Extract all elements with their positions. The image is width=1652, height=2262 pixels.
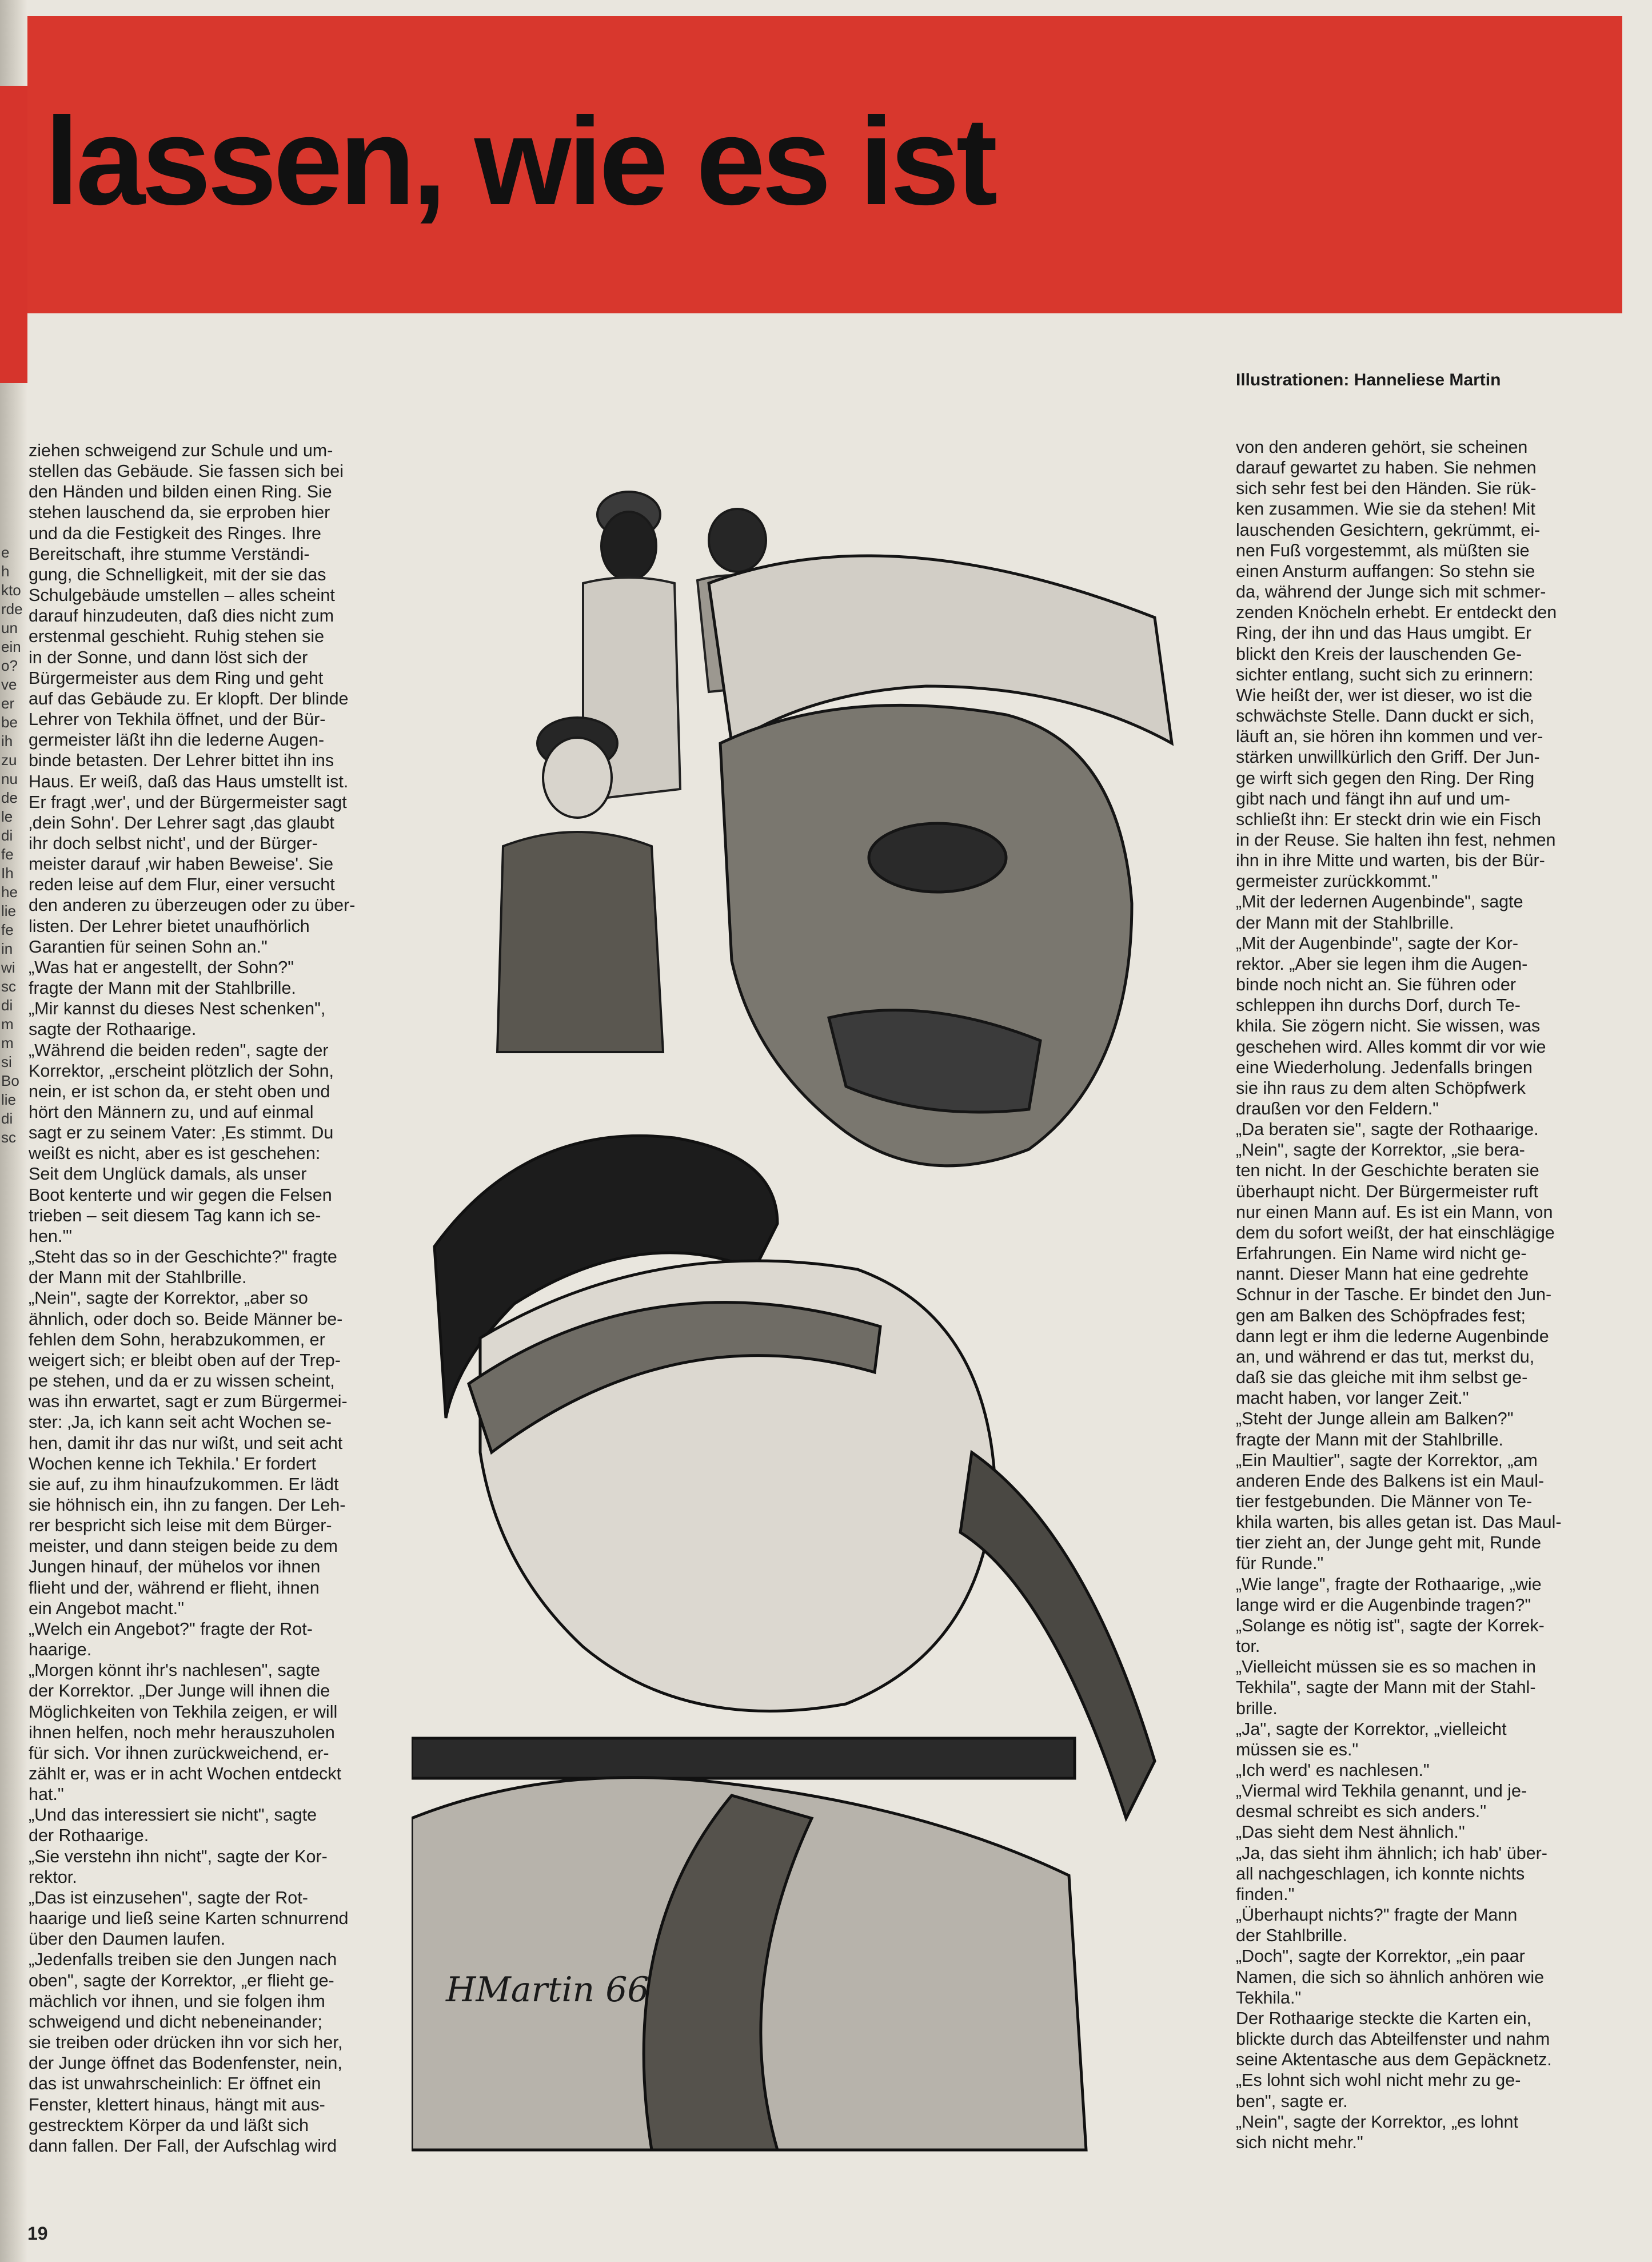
- text-line-left: ihnen helfen, noch mehr herauszuholen: [29, 1722, 335, 1742]
- text-line-right: sich sehr fest bei den Händen. Sie rük-: [1236, 479, 1537, 499]
- text-line-left: „Das ist einzusehen", sagte der Rot-: [29, 1887, 308, 1907]
- gutter-fragment: si: [1, 1053, 12, 1070]
- text-line-left: ihr doch selbst nicht', und der Bürger-: [29, 833, 318, 853]
- text-line-right: für Runde.": [1236, 1554, 1324, 1574]
- gutter-fragment: di: [1, 997, 13, 1014]
- text-line-right: an, und während er das tut, merkst du,: [1236, 1347, 1535, 1367]
- text-line-right: „Mit der ledernen Augenbinde", sagte: [1236, 892, 1523, 912]
- text-line-left: „Sie verstehn ihn nicht", sagte der Kor-: [29, 1846, 328, 1866]
- text-line-left: „Morgen könnt ihr's nachlesen", sagte: [29, 1660, 321, 1680]
- text-line-left: und da die Festigkeit des Ringes. Ihre: [29, 523, 322, 543]
- text-line-right: ge wirft sich gegen den Ring. Der Ring: [1236, 768, 1535, 788]
- text-line-right: „Ich werd' es nachlesen.": [1236, 1761, 1430, 1780]
- text-line-left: der Rothaarige.: [29, 1826, 149, 1846]
- text-line-right: schwächste Stelle. Dann duckt er sich,: [1236, 706, 1535, 726]
- gutter-fragment: ve: [1, 676, 17, 693]
- text-line-right: da, während der Junge sich mit schmer-: [1236, 582, 1546, 602]
- gutter-fragment: di: [1, 827, 13, 844]
- text-line-left: rektor.: [29, 1867, 77, 1887]
- text-line-right: geschehen wird. Alles kommt dir vor wie: [1236, 1037, 1546, 1057]
- text-line-right: Tekhila.": [1236, 1988, 1302, 2008]
- text-line-right: „Ein Maultier", sagte der Korrektor, „am: [1236, 1450, 1538, 1470]
- text-line-left: „Welch ein Angebot?" fragte der Rot-: [29, 1619, 313, 1639]
- text-line-left: was ihn erwartet, sagt er zum Bürgermei-: [29, 1392, 348, 1412]
- text-column-right: [1236, 437, 1625, 2175]
- gutter-fragment: zu: [1, 751, 17, 768]
- text-line-right: zenden Knöcheln erhebt. Er entdeckt den: [1236, 603, 1557, 623]
- text-line-left: Korrektor, „erscheint plötzlich der Sohn,: [29, 1061, 334, 1081]
- text-line-right: schließt ihn: Er steckt drin wie ein Fisch: [1236, 809, 1541, 829]
- gutter-fragment: rde: [1, 600, 23, 618]
- text-line-left: haarige.: [29, 1640, 92, 1660]
- old-man-face: [709, 556, 1172, 1166]
- text-line-right: dann legt er ihm die lederne Augenbinde: [1236, 1326, 1549, 1346]
- text-line-right: „Wie lange", fragte der Rothaarige, „wie: [1236, 1574, 1542, 1594]
- text-line-left: „Jedenfalls treiben sie den Jungen nach: [29, 1950, 337, 1970]
- gutter-fragment: o?: [1, 657, 18, 674]
- gutter-fragment: ih: [1, 732, 13, 750]
- text-line-left: fehlen dem Sohn, herabzukommen, er: [29, 1329, 325, 1349]
- text-line-left: der Mann mit der Stahlbrille.: [29, 1268, 247, 1288]
- gutter-fragment: wi: [1, 959, 15, 976]
- text-line-left: trieben – seit diesem Tag kann ich se-: [29, 1205, 321, 1225]
- text-line-left: gung, die Schnelligkeit, mit der sie das: [29, 564, 326, 584]
- text-line-right: „Solange es nötig ist", sagte der Korrek-: [1236, 1615, 1545, 1635]
- text-line-left: hen.'": [29, 1226, 73, 1246]
- text-line-right: draußen vor den Feldern.": [1236, 1099, 1439, 1118]
- text-line-right: „Da beraten sie", sagte der Rothaarige.: [1236, 1120, 1539, 1140]
- text-line-left: „Während die beiden reden", sagte der: [29, 1040, 329, 1060]
- text-line-right: nen Fuß vorgestemmt, als müßten sie: [1236, 540, 1530, 560]
- text-line-right: dem du sofort weißt, der hat einschlägige: [1236, 1222, 1555, 1242]
- text-line-right: Der Rothaarige steckte die Karten ein,: [1236, 2008, 1532, 2028]
- text-line-right: ken zusammen. Wie sie da stehen! Mit: [1236, 499, 1535, 519]
- text-line-right: blickt den Kreis der lauschenden Ge-: [1236, 644, 1522, 664]
- text-line-left: oben", sagte der Korrektor, „er flieht ge-: [29, 1970, 334, 1990]
- text-line-right: „Überhaupt nichts?" fragte der Mann: [1236, 1905, 1518, 1925]
- text-line-left: hen, damit ihr das nur wißt, und seit acht: [29, 1433, 343, 1453]
- gutter-fragment: fe: [1, 846, 14, 863]
- text-line-right: darauf gewartet zu haben. Sie nehmen: [1236, 458, 1537, 478]
- text-line-left: haarige und ließ seine Karten schnurrend: [29, 1909, 349, 1929]
- text-line-right: blickte durch das Abteilfenster und nahm: [1236, 2029, 1550, 2049]
- text-line-right: Ring, der ihn und das Haus umgibt. Er: [1236, 623, 1532, 643]
- text-line-right: seine Aktentasche aus dem Gepäcknetz.: [1236, 2050, 1552, 2070]
- text-line-right: „Doch", sagte der Korrektor, „ein paar: [1236, 1946, 1525, 1966]
- text-line-right: Erfahrungen. Ein Name wird nicht ge-: [1236, 1244, 1527, 1264]
- text-line-right: schleppen ihn durchs Dorf, durch Te-: [1236, 995, 1521, 1015]
- text-line-left: fragte der Mann mit der Stahlbrille.: [29, 978, 296, 998]
- previous-page-gutter: [0, 0, 27, 2262]
- text-line-right: gen am Balken des Schöpfrades fest;: [1236, 1305, 1526, 1325]
- gutter-fragment: Bo: [1, 1072, 19, 1089]
- text-line-left: Garantien für seinen Sohn an.": [29, 937, 268, 957]
- text-line-left: Wochen kenne ich Tekhila.' Er fordert: [29, 1453, 317, 1474]
- text-line-left: darauf hinzudeuten, daß dies nicht zum: [29, 606, 334, 626]
- gutter-fragment: m: [1, 1034, 14, 1052]
- text-line-right: macht haben, vor langer Zeit.": [1236, 1388, 1469, 1408]
- text-line-right: rektor. „Aber sie legen ihm die Augen-: [1236, 954, 1528, 974]
- text-line-right: in der Reuse. Sie halten ihn fest, nehmen: [1236, 830, 1556, 850]
- text-line-left: binde betasten. Der Lehrer bittet ihn ins: [29, 751, 334, 771]
- text-line-left: sagt er zu seinem Vater: ‚Es stimmt. Du: [29, 1123, 334, 1143]
- text-line-right: „Steht der Junge allein am Balken?": [1236, 1409, 1514, 1429]
- text-line-left: Bereitschaft, ihre stumme Verständi-: [29, 544, 310, 564]
- text-line-right: finden.": [1236, 1884, 1295, 1904]
- text-line-right: khila warten, bis alles getan ist. Das Maul-: [1236, 1512, 1562, 1532]
- gutter-fragment: h: [1, 563, 10, 580]
- text-line-right: überhaupt nicht. Der Bürgermeister ruft: [1236, 1181, 1538, 1201]
- text-line-left: Möglichkeiten von Tekhila zeigen, er will: [29, 1702, 338, 1722]
- text-line-left: sie treiben oder drücken ihn vor sich her,: [29, 2033, 343, 2053]
- text-line-left: „Nein", sagte der Korrektor, „aber so: [29, 1288, 308, 1308]
- text-line-right: eine Wiederholung. Jedenfalls bringen: [1236, 1057, 1533, 1077]
- text-line-left: Jungen hinauf, der mühelos vor ihnen: [29, 1557, 321, 1577]
- gutter-fragment: lie: [1, 902, 17, 919]
- text-line-right: tier zieht an, der Junge geht mit, Runde: [1236, 1533, 1542, 1553]
- page-number: 19: [27, 2223, 48, 2244]
- text-line-left: den anderen zu überzeugen oder zu über-: [29, 895, 356, 915]
- gutter-fragment: fe: [1, 921, 14, 938]
- text-line-left: Lehrer von Tekhila öffnet, und der Bür-: [29, 710, 326, 730]
- gutter-red-strip: [0, 86, 27, 383]
- ink-illustration: [412, 446, 1212, 2161]
- text-line-left: hört den Männern zu, und auf einmal: [29, 1102, 314, 1122]
- text-line-right: sie ihn raus zu dem alten Schöpfwerk: [1236, 1078, 1526, 1098]
- text-line-left: „Was hat er angestellt, der Sohn?": [29, 957, 294, 977]
- text-line-right: desmal schreibt es sich anders.": [1236, 1802, 1487, 1822]
- text-line-right: germeister zurückkommt.": [1236, 871, 1438, 891]
- text-line-left: mächlich vor ihnen, und sie folgen ihm: [29, 1991, 325, 2011]
- text-line-left: „Mir kannst du dieses Nest schenken",: [29, 999, 326, 1019]
- text-line-right: fragte der Mann mit der Stahlbrille.: [1236, 1429, 1503, 1449]
- gutter-fragment: Ih: [1, 865, 14, 882]
- headline: lassen, wie es ist: [45, 92, 995, 231]
- text-line-left: ziehen schweigend zur Schule und um-: [29, 441, 333, 460]
- text-line-left: Haus. Er weiß, daß das Haus umstellt ist.: [29, 771, 349, 791]
- text-line-left: ‚dein Sohn'. Der Lehrer sagt ‚das glaubt: [29, 813, 334, 833]
- text-line-right: ten nicht. In der Geschichte beraten sie: [1236, 1161, 1539, 1181]
- gutter-fragment: m: [1, 1015, 14, 1033]
- text-line-left: stehen lauschend da, sie erproben hier: [29, 503, 330, 523]
- gutter-fragment: le: [1, 808, 13, 825]
- text-line-left: sie auf, zu ihm hinaufzukommen. Er lädt: [29, 1474, 339, 1494]
- text-line-right: all nachgeschlagen, ich konnte nichts: [1236, 1863, 1525, 1883]
- gutter-fragment: un: [1, 619, 18, 636]
- gutter-fragment: kto: [1, 582, 21, 599]
- text-line-left: zählt er, was er in acht Wochen entdeckt: [29, 1764, 342, 1783]
- text-line-right: Wie heißt der, wer ist dieser, wo ist die: [1236, 685, 1533, 705]
- text-line-right: Schnur in der Tasche. Er bindet den Jun-: [1236, 1285, 1552, 1305]
- text-line-left: auf das Gebäude zu. Er klopft. Der blinde: [29, 688, 349, 708]
- text-line-right: daß sie das gleiche mit ihm selbst ge-: [1236, 1368, 1528, 1388]
- text-line-right: „Ja, das sieht ihm ähnlich; ich hab' über-: [1236, 1843, 1547, 1863]
- gutter-fragment: he: [1, 883, 18, 901]
- text-line-left: über den Daumen laufen.: [29, 1929, 226, 1949]
- text-line-left: weigert sich; er bleibt oben auf der Trep-: [29, 1350, 341, 1370]
- text-line-right: müssen sie es.": [1236, 1739, 1359, 1759]
- text-line-left: der Korrektor. „Der Junge will ihnen die: [29, 1681, 330, 1701]
- text-line-left: Boot kenterte und wir gegen die Felsen: [29, 1185, 332, 1205]
- text-line-right: sich nicht mehr.": [1236, 2132, 1363, 2152]
- gutter-text-fragments: [1, 543, 24, 1147]
- text-line-left: germeister läßt ihn die lederne Augen-: [29, 730, 325, 750]
- text-line-right: lauschenden Gesichtern, gekrümmt, ei-: [1236, 520, 1541, 540]
- text-line-right: stärken unwillkürlich den Griff. Der Jun-: [1236, 747, 1540, 767]
- text-line-left: gestrecktem Körper da und läßt sich: [29, 2115, 309, 2135]
- text-line-right: läuft an, sie hören ihn kommen und ver-: [1236, 727, 1543, 747]
- text-column-left: [29, 440, 403, 2179]
- text-line-right: tor.: [1236, 1636, 1260, 1656]
- text-line-right: binde noch nicht an. Sie führen oder: [1236, 975, 1517, 995]
- text-line-left: listen. Der Lehrer bietet unaufhörlich: [29, 916, 310, 936]
- gutter-fragment: er: [1, 695, 15, 712]
- text-line-left: in der Sonne, und dann löst sich der: [29, 647, 308, 667]
- text-line-left: Schulgebäude umstellen – alles scheint: [29, 586, 335, 606]
- text-line-left: pe stehen, und da er zu wissen scheint,: [29, 1371, 335, 1391]
- text-line-right: tier festgebunden. Die Männer von Te-: [1236, 1491, 1533, 1511]
- text-line-left: der Junge öffnet das Bodenfenster, nein,: [29, 2053, 342, 2073]
- text-line-right: „Es lohnt sich wohl nicht mehr zu ge-: [1236, 2070, 1521, 2090]
- illustration-credit: Illustrationen: Hanneliese Martin: [1236, 371, 1501, 389]
- text-line-right: der Mann mit der Stahlbrille.: [1236, 913, 1454, 933]
- text-line-right: „Viermal wird Tekhila genannt, und je-: [1236, 1781, 1527, 1801]
- text-line-left: für sich. Vor ihnen zurückweichend, er-: [29, 1743, 329, 1763]
- text-line-right: „Nein", sagte der Korrektor, „sie bera-: [1236, 1140, 1525, 1160]
- gutter-fragment: be: [1, 714, 18, 731]
- text-line-left: meister darauf ‚wir haben Beweise'. Sie: [29, 854, 334, 874]
- text-line-right: sichter entlang, sucht sich zu erinnern:: [1236, 664, 1534, 684]
- text-line-right: gibt nach und fängt ihn auf und um-: [1236, 788, 1510, 809]
- gutter-fragment: lie: [1, 1091, 17, 1108]
- text-line-right: von den anderen gehört, sie scheinen: [1236, 437, 1528, 457]
- text-line-left: rer bespricht sich leise mit dem Bürger-: [29, 1516, 332, 1536]
- text-line-right: anderen Ende des Balkens ist ein Maul-: [1236, 1471, 1545, 1491]
- text-line-left: Seit dem Unglück damals, als unser: [29, 1164, 307, 1184]
- text-line-left: weißt es nicht, aber es ist geschehen:: [29, 1144, 321, 1164]
- text-line-left: hat.": [29, 1785, 64, 1805]
- gutter-fragment: nu: [1, 770, 18, 787]
- text-line-left: nein, er ist schon da, er steht oben und: [29, 1081, 330, 1101]
- text-line-left: dann fallen. Der Fall, der Aufschlag wird: [29, 2136, 337, 2156]
- text-line-right: „Ja", sagte der Korrektor, „vielleicht: [1236, 1719, 1507, 1739]
- text-line-left: „Steht das so in der Geschichte?" fragte: [29, 1247, 337, 1267]
- text-line-right: „Das sieht dem Nest ähnlich.": [1236, 1822, 1465, 1842]
- gutter-fragment: in: [1, 940, 13, 957]
- text-line-left: sagte der Rothaarige.: [29, 1020, 197, 1040]
- text-line-left: sie höhnisch ein, ihn zu fangen. Der Leh-: [29, 1495, 346, 1515]
- gutter-fragment: de: [1, 789, 18, 806]
- text-line-right: „Mit der Augenbinde", sagte der Kor-: [1236, 933, 1519, 953]
- text-line-right: ihn in ihre Mitte und warten, bis der Bür-: [1236, 851, 1545, 871]
- text-line-left: erstenmal geschieht. Ruhig stehen sie: [29, 627, 325, 647]
- text-line-left: flieht und der, während er flieht, ihnen: [29, 1578, 320, 1598]
- text-line-left: stellen das Gebäude. Sie fassen sich bei: [29, 461, 344, 481]
- text-line-right: „Nein", sagte der Korrektor, „es lohnt: [1236, 2112, 1518, 2132]
- text-line-left: Bürgermeister aus dem Ring und geht: [29, 668, 324, 688]
- text-line-left: ein Angebot macht.": [29, 1598, 184, 1618]
- title-banner: [27, 16, 1622, 313]
- text-line-right: „Vielleicht müssen sie es so machen in: [1236, 1657, 1536, 1677]
- text-line-left: das ist unwahrscheinlich: Er öffnet ein: [29, 2074, 321, 2094]
- text-line-right: der Stahlbrille.: [1236, 1926, 1347, 1946]
- text-line-left: ähnlich, oder doch so. Beide Männer be-: [29, 1309, 343, 1329]
- text-line-right: khila. Sie zögern nicht. Sie wissen, was: [1236, 1016, 1541, 1036]
- text-line-left: meister, und dann steigen beide zu dem: [29, 1536, 338, 1556]
- text-line-left: reden leise auf dem Flur, einer versucht: [29, 875, 335, 895]
- text-line-right: ben", sagte er.: [1236, 2091, 1348, 2111]
- gutter-fragment: sc: [1, 1129, 16, 1146]
- text-line-left: Er fragt ‚wer', und der Bürgermeister sagt: [29, 792, 347, 812]
- gutter-fragment: sc: [1, 978, 16, 995]
- text-line-right: einen Ansturm auffangen: So stehn sie: [1236, 561, 1535, 581]
- gutter-fragment: ein: [1, 638, 21, 655]
- text-line-right: Tekhila", sagte der Mann mit der Stahl-: [1236, 1678, 1536, 1698]
- text-line-right: lange wird er die Augenbinde tragen?": [1236, 1595, 1531, 1615]
- artist-signature: HMartin 66: [446, 1970, 649, 2010]
- text-line-left: Fenster, klettert hinaus, hängt mit aus-: [29, 2094, 325, 2114]
- text-line-right: nur einen Mann auf. Es ist ein Mann, von: [1236, 1202, 1553, 1222]
- text-line-left: den Händen und bilden einen Ring. Sie: [29, 482, 332, 502]
- text-line-right: nannt. Dieser Mann hat eine gedrehte: [1236, 1264, 1529, 1284]
- text-line-left: ster: ‚Ja, ich kann seit acht Wochen se-: [29, 1412, 332, 1432]
- text-line-right: Namen, die sich so ähnlich anhören wie: [1236, 1967, 1545, 1987]
- text-line-left: schweigend und dicht nebeneinander;: [29, 2012, 322, 2032]
- gutter-fragment: di: [1, 1110, 13, 1127]
- text-line-left: „Und das interessiert sie nicht", sagte: [29, 1805, 317, 1825]
- gutter-fragment: e: [1, 544, 10, 561]
- text-line-right: brille.: [1236, 1698, 1278, 1718]
